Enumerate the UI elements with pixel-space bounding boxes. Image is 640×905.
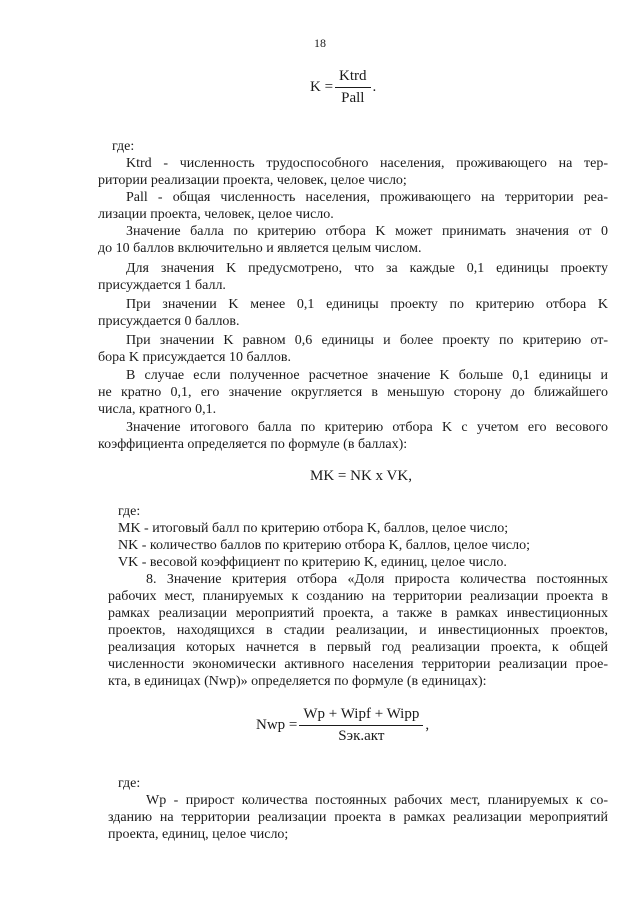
formula-k-lhs: K =	[310, 79, 334, 95]
formula-k	[310, 68, 376, 107]
formula-k-denominator: Pall	[341, 90, 365, 106]
text-line: Значение балла по критерию отбора K может принимать значения от 0	[126, 224, 608, 239]
text-line: присуждается 1 балл.	[98, 278, 226, 293]
formula-nwp-numerator: Wp + Wipf + Wipp	[299, 706, 423, 726]
text-line: до 10 баллов включительно и является целым числом.	[98, 241, 422, 256]
formula-mk: MK = NK x VK,	[310, 468, 412, 484]
text-line: рамках реализации мероприятий проекта, а также в рамках инвестиционных	[108, 606, 608, 621]
text-line: В случае если полученное расчетное значение K больше 0,1 единицы и	[126, 368, 608, 383]
text-line: NK - количество баллов по критерию отбора K, баллов, целое число;	[118, 538, 530, 553]
where-label: где:	[118, 504, 141, 519]
formula-nwp-fraction	[299, 706, 423, 745]
text-line: кта, в единицах (Nwp)» определяется по формуле (в единицах):	[108, 674, 487, 689]
text-line: зданию на территории реализации проекта в рамках реализации мероприятий	[108, 810, 608, 825]
formula-k-tail: .	[372, 79, 377, 95]
where-label: где:	[112, 139, 135, 154]
text-line: коэффициента определяется по формуле (в баллах):	[98, 437, 408, 452]
text-line: проектов, находящихся в стадии реализации, и инвестиционных проектов,	[108, 623, 608, 638]
text-line: Wp - прирост количества постоянных рабочих мест, планируемых к со-	[146, 793, 608, 808]
text-line: присуждается 0 баллов.	[98, 314, 240, 329]
text-line: лизации проекта, человек, целое число.	[98, 207, 334, 222]
text-line: числа, кратного 0,1.	[98, 402, 217, 417]
text-line: MK - итоговый балл по критерию отбора K, баллов, целое число;	[118, 521, 509, 536]
text-line: При значении K равном 0,6 единицы и более проекту по критерию от-	[126, 333, 608, 348]
formula-k-fraction	[335, 68, 371, 107]
text-line: ритории реализации проекта, человек, целое число;	[98, 173, 407, 188]
page-number: 18	[314, 36, 326, 50]
text-line: Ktrd - численность трудоспособного населения, проживающего на тер-	[126, 156, 608, 171]
text-line: Значение итогового балла по критерию отбора K с учетом его весового	[126, 420, 608, 435]
text-line: VK - весовой коэффициент по критерию K, единиц, целое число.	[118, 555, 507, 570]
formula-nwp-denominator: Sэк.акт	[338, 728, 385, 744]
formula-nwp-lhs: Nwp =	[256, 717, 298, 733]
text-line: реализация которых начнется в первый год реализации проекта, к общей	[108, 640, 608, 655]
text-line: Для значения K предусмотрено, что за каждые 0,1 единицы проекту	[126, 261, 608, 276]
formula-nwp	[256, 706, 429, 745]
where-label: где:	[118, 776, 141, 791]
formula-k-numerator: Ktrd	[335, 68, 371, 88]
text-line: рабочих мест, планируемых к созданию на территории реализации проекта в	[108, 589, 608, 604]
text-line: 8. Значение критерия отбора «Доля прироста количества постоянных	[146, 572, 608, 587]
text-line: бора K присуждается 10 баллов.	[98, 350, 291, 365]
text-line: При значении K менее 0,1 единицы проекту по критерию отбора K	[126, 297, 608, 312]
text-line: проекта, единиц, целое число;	[108, 827, 289, 842]
formula-nwp-tail: ,	[425, 717, 430, 733]
text-line: численности экономически активного населения территории реализации прое-	[108, 657, 608, 672]
text-line: не кратно 0,1, его значение округляется в меньшую сторону до ближайшего	[98, 385, 608, 400]
text-line: Pall - общая численность населения, проживающего на территории реа-	[126, 190, 608, 205]
